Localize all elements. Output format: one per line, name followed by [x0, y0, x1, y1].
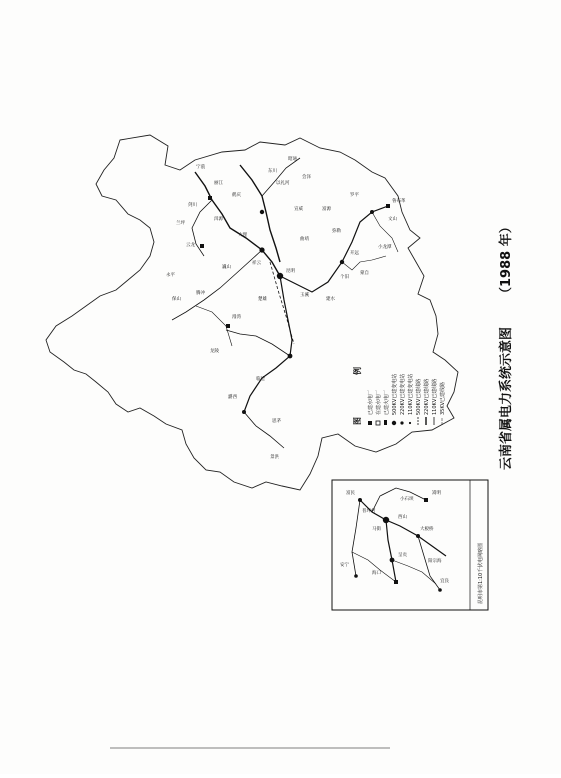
legend-item-7: 500KV已建线路 — [416, 378, 422, 415]
label-n11: 永平 — [166, 273, 175, 278]
line-110kv-far-west — [244, 412, 284, 448]
label-n19: 楚雄 — [258, 297, 267, 302]
legend-item-8: 220KV已建线路 — [424, 378, 430, 415]
substation-ne — [260, 210, 264, 214]
line-35kv-c — [342, 256, 386, 270]
substation-east — [340, 260, 344, 264]
label-n32: 以礼河 — [276, 181, 290, 186]
inset-place-labels — [340, 489, 449, 584]
legend-item-5: 220KV已建变电站 — [400, 373, 406, 415]
label-n4: 剑川 — [188, 203, 197, 208]
inset-label-i1: 普坪村 — [362, 509, 376, 514]
legend-item-2: 在建水电厂 — [376, 389, 382, 415]
label-n29: 建水 — [326, 297, 335, 302]
label-n16: 临沧 — [256, 377, 265, 382]
transmission-lines — [172, 158, 398, 448]
inset-label-i12: 富民 — [346, 491, 355, 496]
line-220kv-south — [244, 276, 292, 412]
label-n7: 洱源 — [214, 217, 223, 222]
label-n38: 富源 — [322, 207, 331, 212]
inset-label-i9: 阳宗海 — [428, 559, 442, 564]
label-n21: 曲靖 — [300, 237, 309, 242]
plant-west — [200, 244, 204, 248]
substations — [200, 196, 390, 414]
line-220kv-north — [240, 165, 280, 262]
inset-label-i8: 小石坝 — [400, 497, 414, 502]
label-n37: 会泽 — [302, 175, 311, 180]
line-110kv-west — [172, 250, 262, 320]
legend-heading-1: 图 — [353, 417, 362, 425]
label-n2: 丽江 — [214, 181, 223, 186]
inset-lines — [352, 488, 446, 590]
label-n17: 思茅 — [272, 419, 281, 424]
label-n25: 个旧 — [340, 275, 349, 280]
legend-heading-2: 例 — [353, 367, 362, 375]
legend-symbol-500kv-sub — [392, 421, 396, 425]
inset-title: 昆明市第1:10千伏电网略图 — [478, 542, 484, 604]
inset-label-i5: 呈贡 — [398, 553, 407, 558]
inset-label-i7: 安宁 — [340, 563, 349, 568]
label-n22: 宣威 — [294, 207, 303, 212]
substation-sw — [242, 410, 246, 414]
label-n26: 开远 — [350, 251, 359, 256]
plant-north — [208, 196, 212, 200]
substation-se — [370, 210, 374, 214]
label-n1: 宁蒗 — [196, 165, 205, 170]
label-n13: 腾冲 — [196, 291, 205, 296]
legend-symbol-hydro-building — [376, 421, 380, 425]
label-n24: 玉溪 — [300, 293, 309, 298]
label-n30: 弥勒 — [332, 229, 341, 234]
legend-item-10: 35KV已建线路 — [440, 381, 446, 415]
label-n8: 大理 — [238, 233, 247, 238]
label-n15: 潞西 — [228, 395, 237, 400]
line-220kv-north-west — [195, 172, 280, 276]
inset-label-i6: 海口 — [372, 571, 381, 576]
label-n9: 祥云 — [252, 261, 261, 266]
label-n12: 保山 — [172, 297, 181, 302]
label-n23: 昭通 — [288, 157, 297, 162]
line-110kv-ne — [262, 158, 300, 196]
legend-symbol-hydro — [368, 421, 372, 425]
line-220kv-east — [280, 206, 388, 292]
label-n36: 东川 — [268, 169, 277, 174]
inset-map — [332, 480, 488, 610]
legend-item-3: 已建火电厂 — [384, 389, 390, 415]
inset-label-i11: 嵩明 — [432, 491, 441, 496]
label-n10: 巍山 — [222, 265, 231, 270]
legend-item-1: 已建水电厂 — [368, 389, 374, 415]
legend-item-9: 110KV已建线路 — [432, 378, 438, 415]
label-n3: 鹤庆 — [232, 193, 241, 198]
inset-label-i2: 马街 — [372, 527, 381, 532]
map-title: 云南省属电力系统示意图 — [499, 326, 514, 470]
label-n27: 文山 — [388, 217, 397, 222]
substation-south — [288, 354, 293, 359]
legend-item-4: 500KV已建变电站 — [392, 373, 398, 415]
label-n31: 罗平 — [350, 193, 359, 198]
map-title-group — [498, 220, 514, 470]
label-n6: 云龙 — [186, 243, 195, 248]
label-n34: 漫湾 — [232, 315, 241, 320]
inset-label-i4: 大板桥 — [420, 527, 434, 532]
substation-kunming — [277, 273, 283, 279]
inset-label-i3: 西山 — [398, 515, 407, 520]
label-n5: 兰坪 — [176, 221, 185, 226]
inset-label-i10: 宜良 — [440, 579, 449, 584]
label-n33: 小龙潭 — [378, 245, 392, 250]
legend-symbol-thermal — [384, 420, 387, 425]
label-n35: 鲁布革 — [392, 199, 406, 204]
label-n18: 景洪 — [270, 455, 279, 460]
label-n20: 昆明 — [286, 269, 295, 274]
label-n14: 龙陵 — [210, 349, 219, 354]
map-year: （1988 年） — [499, 220, 514, 300]
legend-item-6: 110KV已建变电站 — [408, 373, 414, 415]
plant-central — [226, 324, 230, 328]
legend-symbol-110kv-sub — [409, 422, 411, 424]
legend-symbol-220kv-sub — [400, 421, 403, 424]
plant-east — [386, 204, 390, 208]
substation-north — [259, 247, 264, 252]
legend — [352, 367, 446, 425]
label-n28: 蒙自 — [360, 271, 369, 276]
line-110kv-southwest — [226, 330, 290, 356]
province-outline — [46, 135, 458, 490]
